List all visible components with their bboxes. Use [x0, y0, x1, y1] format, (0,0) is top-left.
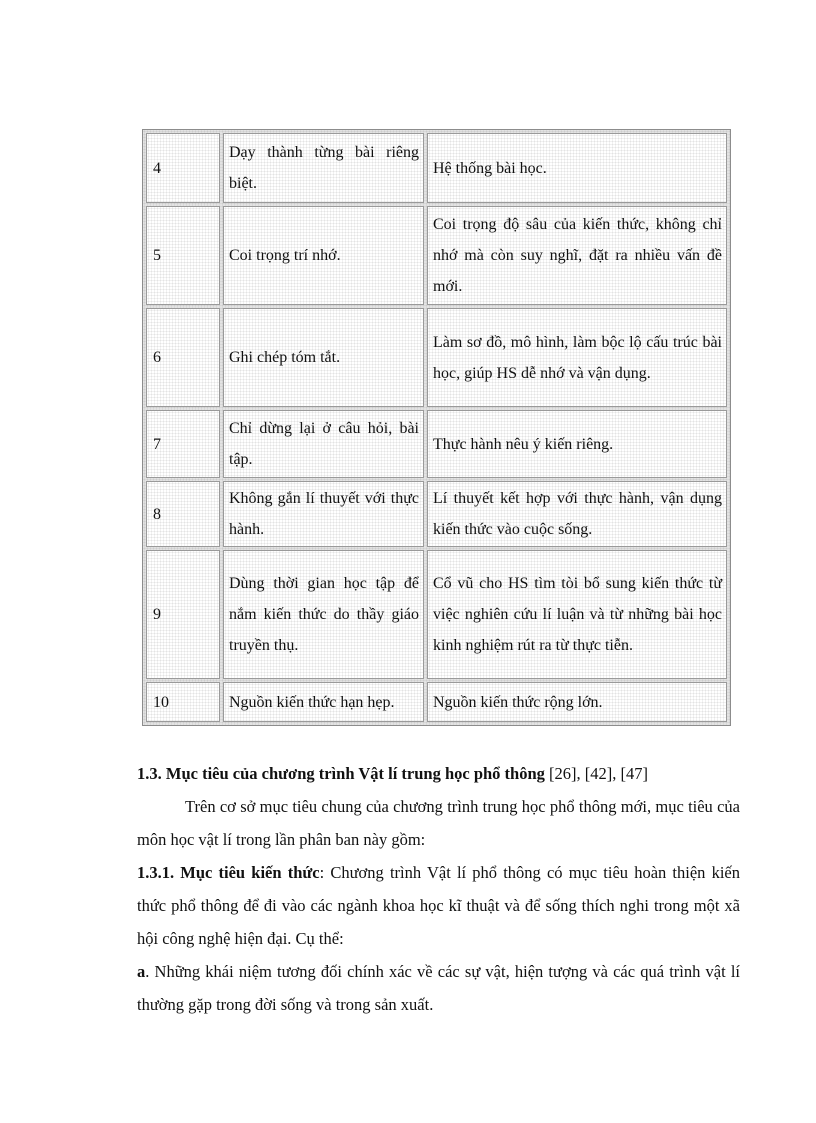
item-paragraph — [137, 955, 740, 1021]
row-number: 10 — [146, 682, 220, 722]
table-row — [146, 206, 727, 305]
traditional-cell: Coi trọng trí nhớ. — [223, 206, 424, 305]
subsection-text: : Chương trình Vật lí phổ thông có mục tiêu hoàn thiện kiến thức phổ thông để đi vào các ngành khoa học kĩ thuật và để sống thích nghi trong một xã hội công nghệ hiện đại. Cụ thể: — [137, 863, 740, 948]
section-citations: [26], [42], [47] — [544, 764, 648, 783]
table-row — [146, 133, 727, 203]
table-row — [146, 308, 727, 407]
item-label: a — [137, 962, 146, 981]
row-number: 7 — [146, 410, 220, 478]
row-number: 8 — [146, 481, 220, 547]
traditional-cell: Dạy thành từng bài riêng biệt. — [223, 133, 424, 203]
subsection-paragraph — [137, 856, 740, 955]
table-row — [146, 410, 727, 478]
modern-cell: Làm sơ đồ, mô hình, làm bộc lộ cấu trúc bài học, giúp HS dễ nhớ và vận dụng. — [427, 308, 727, 407]
table-row — [146, 481, 727, 547]
modern-cell: Lí thuyết kết hợp với thực hành, vận dụng kiến thức vào cuộc sống. — [427, 481, 727, 547]
row-number: 9 — [146, 550, 220, 679]
intro-paragraph: Trên cơ sở mục tiêu chung của chương trình trung học phổ thông mới, mục tiêu của môn học vật lí trong lần phân ban này gồm: — [137, 797, 740, 849]
modern-cell: Hệ thống bài học. — [427, 133, 727, 203]
traditional-cell: Nguồn kiến thức hạn hẹp. — [223, 682, 424, 722]
row-number: 5 — [146, 206, 220, 305]
traditional-cell: Dùng thời gian học tập để nắm kiến thức do thầy giáo truyền thụ. — [223, 550, 424, 679]
row-number: 6 — [146, 308, 220, 407]
item-text: . Những khái niệm tương đối chính xác về các sự vật, hiện tượng và các quá trình vật lí thường gặp trong đời sống và trong sản xuất. — [137, 962, 740, 1014]
table-row — [146, 682, 727, 722]
section-heading: 1.3. Mục tiêu của chương trình Vật lí trung học phổ thông — [137, 764, 545, 783]
modern-cell: Cổ vũ cho HS tìm tòi bổ sung kiến thức từ việc nghiên cứu lí luận và từ những bài học kinh nghiệm rút ra từ thực tiễn. — [427, 550, 727, 679]
section-heading-line — [137, 757, 740, 790]
section-body — [137, 757, 740, 1021]
subsection-heading: 1.3.1. Mục tiêu kiến thức — [137, 863, 320, 882]
modern-cell: Nguồn kiến thức rộng lớn. — [427, 682, 727, 722]
row-number: 4 — [146, 133, 220, 203]
modern-cell: Thực hành nêu ý kiến riêng. — [427, 410, 727, 478]
table-row — [146, 550, 727, 679]
comparison-table — [142, 129, 731, 726]
traditional-cell: Không gắn lí thuyết với thực hành. — [223, 481, 424, 547]
modern-cell: Coi trọng độ sâu của kiến thức, không chỉ nhớ mà còn suy nghĩ, đặt ra nhiều vấn đề mới. — [427, 206, 727, 305]
traditional-cell: Ghi chép tóm tắt. — [223, 308, 424, 407]
traditional-cell: Chỉ dừng lại ở câu hỏi, bài tập. — [223, 410, 424, 478]
